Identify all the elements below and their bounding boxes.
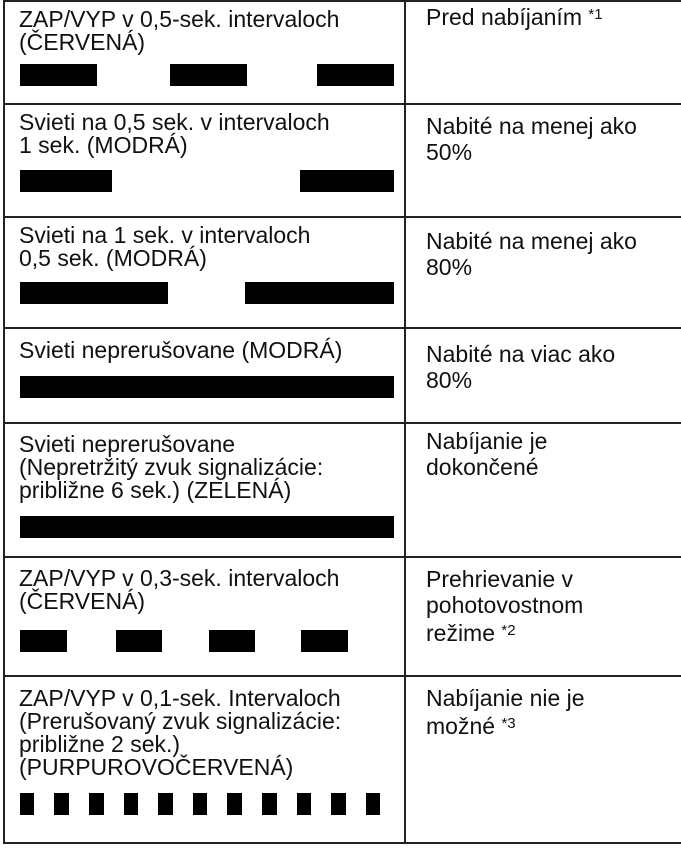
blink-pattern: [20, 630, 394, 652]
pattern-segment-on: [297, 793, 311, 815]
charging-indicator-table: [3, 0, 681, 844]
indicator-description: ZAP/VYP v 0,5-sek. intervaloch (ČERVENÁ): [19, 6, 340, 55]
pattern-segment-on: [116, 630, 162, 652]
indicator-description: ZAP/VYP v 0,3-sek. intervaloch (ČERVENÁ): [19, 565, 340, 614]
charge-status-text: Nabíjanie nie je možné: [426, 685, 585, 739]
pattern-segment-on: [20, 376, 394, 398]
pattern-segment-on: [158, 793, 173, 815]
charge-status-cell: [405, 557, 681, 676]
footnote-marker: *2: [501, 622, 516, 639]
table-row: [4, 217, 681, 328]
charge-status-text: Nabité na menej ako 50%: [426, 113, 637, 165]
indicator-description-cell: [4, 1, 405, 104]
pattern-segment-on: [170, 64, 247, 86]
pattern-segment-on: [301, 630, 348, 652]
charge-status: [406, 228, 681, 280]
pattern-segment-on: [20, 64, 97, 86]
charge-status: [406, 428, 681, 480]
pattern-segment-on: [317, 64, 394, 86]
charge-status-text: Nabité na viac ako 80%: [426, 341, 616, 393]
charge-status-cell: [405, 1, 681, 104]
charge-status: [406, 2, 681, 30]
charge-status-cell: [405, 104, 681, 217]
pattern-segment-on: [245, 282, 394, 304]
pattern-segment-on: [20, 170, 112, 192]
table-row: [4, 557, 681, 676]
footnote-marker: *3: [501, 715, 516, 732]
indicator-description: Svieti neprerušovane (Nepretržitý zvuk signalizácie: približne 6 sek.) (ZELENÁ): [19, 431, 324, 503]
pattern-segment-on: [227, 793, 242, 815]
charge-status: [406, 685, 681, 739]
indicator-description: Svieti na 1 sek. v intervaloch 0,5 sek. (MODRÁ): [19, 222, 311, 271]
indicator-description-cell: [4, 217, 405, 328]
indicator-description-cell: [4, 676, 405, 843]
indicator-description: Svieti na 0,5 sek. v intervaloch 1 sek. (MODRÁ): [19, 109, 330, 158]
indicator-description-cell: [4, 557, 405, 676]
blink-pattern: [20, 516, 394, 538]
indicator-description: ZAP/VYP v 0,1-sek. Intervaloch (Prerušovaný zvuk signalizácie: približne 2 sek.) (PURPUROVOČERVENÁ): [19, 685, 342, 780]
blink-pattern: [20, 793, 394, 815]
pattern-segment-on: [262, 793, 277, 815]
blink-pattern: [20, 376, 394, 398]
pattern-segment-on: [89, 793, 104, 815]
pattern-segment-on: [54, 793, 69, 815]
indicator-description: Svieti neprerušovane (MODRÁ): [19, 337, 343, 363]
pattern-segment-on: [331, 793, 346, 815]
charge-status: [406, 566, 681, 646]
pattern-segment-on: [20, 630, 67, 652]
charge-status-text: Prehrievanie v pohotovostnom režime: [426, 566, 584, 646]
pattern-segment-on: [20, 793, 34, 815]
charge-status-cell: [405, 423, 681, 557]
table-row: [4, 423, 681, 557]
footnote-marker: *1: [588, 6, 603, 23]
charge-status: [406, 341, 681, 393]
charge-status-text: Nabité na menej ako 80%: [426, 228, 637, 280]
charge-status-cell: [405, 217, 681, 328]
indicator-description-cell: [4, 104, 405, 217]
blink-pattern: [20, 170, 394, 192]
indicator-description-cell: [4, 328, 405, 423]
table-row: [4, 676, 681, 843]
table-row: [4, 328, 681, 423]
table-row: [4, 1, 681, 104]
pattern-segment-on: [20, 282, 168, 304]
charge-status-cell: [405, 676, 681, 843]
charge-status: [406, 113, 681, 165]
blink-pattern: [20, 64, 394, 86]
charge-status-text: Nabíjanie je dokončené: [426, 428, 548, 480]
charge-status-text: Pred nabíjaním: [426, 4, 589, 30]
indicator-description-cell: [4, 423, 405, 557]
blink-pattern: [20, 282, 394, 304]
table-row: [4, 104, 681, 217]
pattern-segment-on: [193, 793, 207, 815]
pattern-segment-on: [366, 793, 380, 815]
pattern-segment-on: [300, 170, 394, 192]
pattern-segment-on: [209, 630, 255, 652]
pattern-segment-on: [20, 516, 394, 538]
pattern-segment-on: [124, 793, 138, 815]
charge-status-cell: [405, 328, 681, 423]
